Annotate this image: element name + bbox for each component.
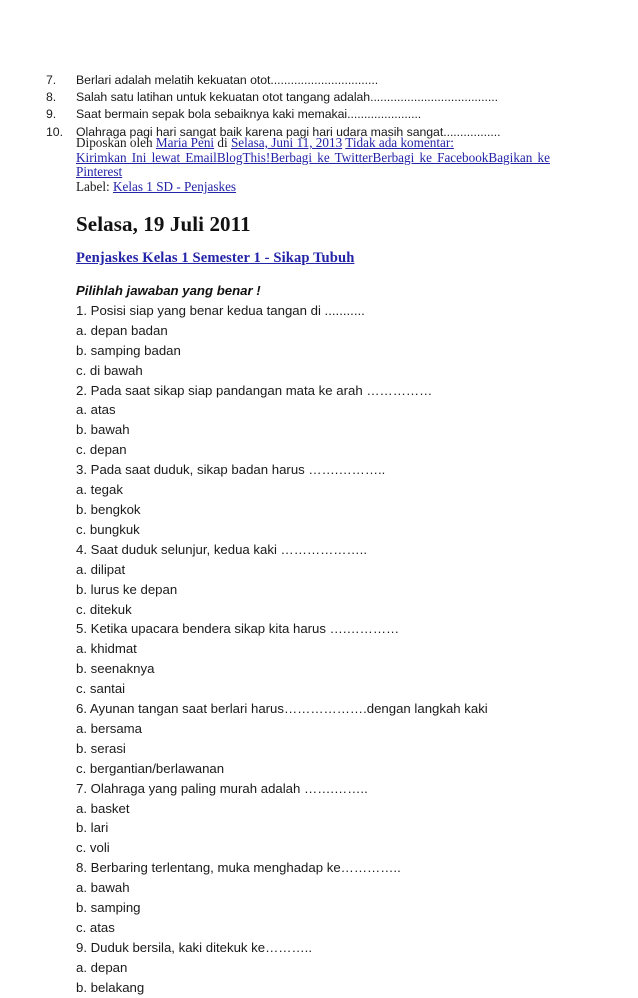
quiz-option: a. atas [76, 402, 116, 418]
quiz-option: c. atas [76, 920, 115, 935]
label-line [76, 180, 576, 195]
by-separator: di [217, 135, 228, 150]
comments-link[interactable]: Tidak ada komentar: [345, 135, 454, 150]
carryover-item-text: Saat bermain sepak bola sebaiknya kaki memakai...................... [76, 107, 422, 122]
share-link[interactable]: Bagikan ke Pinterest [76, 149, 550, 180]
posted-by-prefix: Diposkan oleh [76, 135, 153, 150]
quiz-question: 2. Pada saat sikap siap pandangan mata ke arah …………… [76, 382, 433, 398]
quiz-option: a. bersama [76, 720, 142, 736]
share-link[interactable]: BlogThis! [216, 149, 271, 165]
carryover-item-number: 8. [46, 90, 57, 105]
quiz-option: c. depan [76, 442, 127, 458]
quiz-option: b. lari [76, 820, 109, 836]
quiz-question: 5. Ketika upacara bendera sikap kita harus ….………… [76, 621, 400, 637]
carryover-list-item [46, 106, 586, 123]
quiz-option: c. bergantian/berlawanan [76, 760, 225, 776]
quiz-body [76, 281, 596, 998]
quiz-option: c. voli [76, 840, 110, 856]
quiz-question: 7. Olahraga yang paling murah adalah …….…….. [76, 780, 368, 796]
post-date-link[interactable]: Selasa, Juni 11, 2013 [230, 135, 343, 150]
author-link[interactable]: Maria Peni [155, 135, 215, 150]
quiz-option: b. belakang [76, 979, 145, 995]
carryover-item-text: Berlari adalah melatih kekuatan otot................................ [76, 73, 379, 87]
quiz-instruction: Pilihlah jawaban yang benar ! [76, 283, 261, 298]
share-links-row [76, 151, 550, 180]
quiz-option: c. ditekuk [76, 601, 132, 617]
post-title-link[interactable]: Penjaskes Kelas 1 Semester 1 - Sikap Tubuh [76, 250, 355, 266]
share-link[interactable]: Kirimkan Ini lewat Email [76, 149, 217, 165]
quiz-option: b. bawah [76, 422, 130, 438]
quiz-question: 6. Ayunan tangan saat berlari harus……………….dengan langkah kaki [76, 701, 488, 717]
carryover-list-item [46, 72, 586, 89]
label-prefix: Label: [76, 178, 110, 194]
quiz-option: a. bawah [76, 880, 130, 896]
quiz-option: a. depan [76, 959, 128, 975]
quiz-question: 4. Saat duduk selunjur, kedua kaki ……………….. [76, 541, 367, 557]
quiz-option: c. di bawah [76, 362, 143, 378]
carryover-list-item [46, 89, 586, 106]
quiz-question: 8. Berbaring terlentang, muka menghadap ke………….. [76, 860, 401, 876]
carryover-question-list [46, 72, 586, 141]
label-link[interactable]: Kelas 1 SD - Penjaskes [112, 178, 237, 194]
quiz-option: a. tegak [76, 482, 123, 498]
carryover-item-number: 10. [46, 124, 63, 139]
quiz-option: a. khidmat [76, 641, 137, 657]
quiz-question: 9. Duduk bersila, kaki ditekuk ke……….. [76, 939, 313, 955]
quiz-option: a. basket [76, 800, 130, 816]
quiz-option: b. bengkok [76, 501, 141, 517]
quiz-option: b. serasi [76, 740, 126, 756]
quiz-option: b. samping badan [76, 342, 181, 358]
quiz-option: b. samping [76, 900, 141, 916]
posted-by-line [76, 136, 576, 151]
post-date-heading: Selasa, 19 Juli 2011 [76, 212, 251, 236]
quiz-option: a. depan badan [76, 322, 168, 338]
quiz-option: c. santai [76, 681, 126, 697]
quiz-option: a. dilipat [76, 561, 126, 577]
share-link[interactable]: Berbagi ke Facebook [372, 149, 489, 165]
carryover-item-number: 7. [46, 73, 57, 87]
quiz-question-list [76, 301, 596, 998]
share-link[interactable]: Berbagi ke Twitter [270, 149, 373, 165]
quiz-option: b. seenaknya [76, 661, 155, 677]
quiz-question: 3. Pada saat duduk, sikap badan harus …….……….. [76, 462, 386, 478]
post-metadata [76, 136, 576, 194]
carryover-item-number: 9. [46, 107, 57, 122]
quiz-question: 1. Posisi siap yang benar kedua tangan di ........... [76, 302, 365, 318]
quiz-option: c. bungkuk [76, 521, 140, 537]
quiz-option: b. lurus ke depan [76, 581, 178, 597]
carryover-item-text: Salah satu latihan untuk kekuatan otot tangang adalah...................................... [76, 90, 498, 105]
carryover-item-text: Olahraga pagi hari sangat baik karena pagi hari udara masih sangat................. [76, 124, 501, 139]
